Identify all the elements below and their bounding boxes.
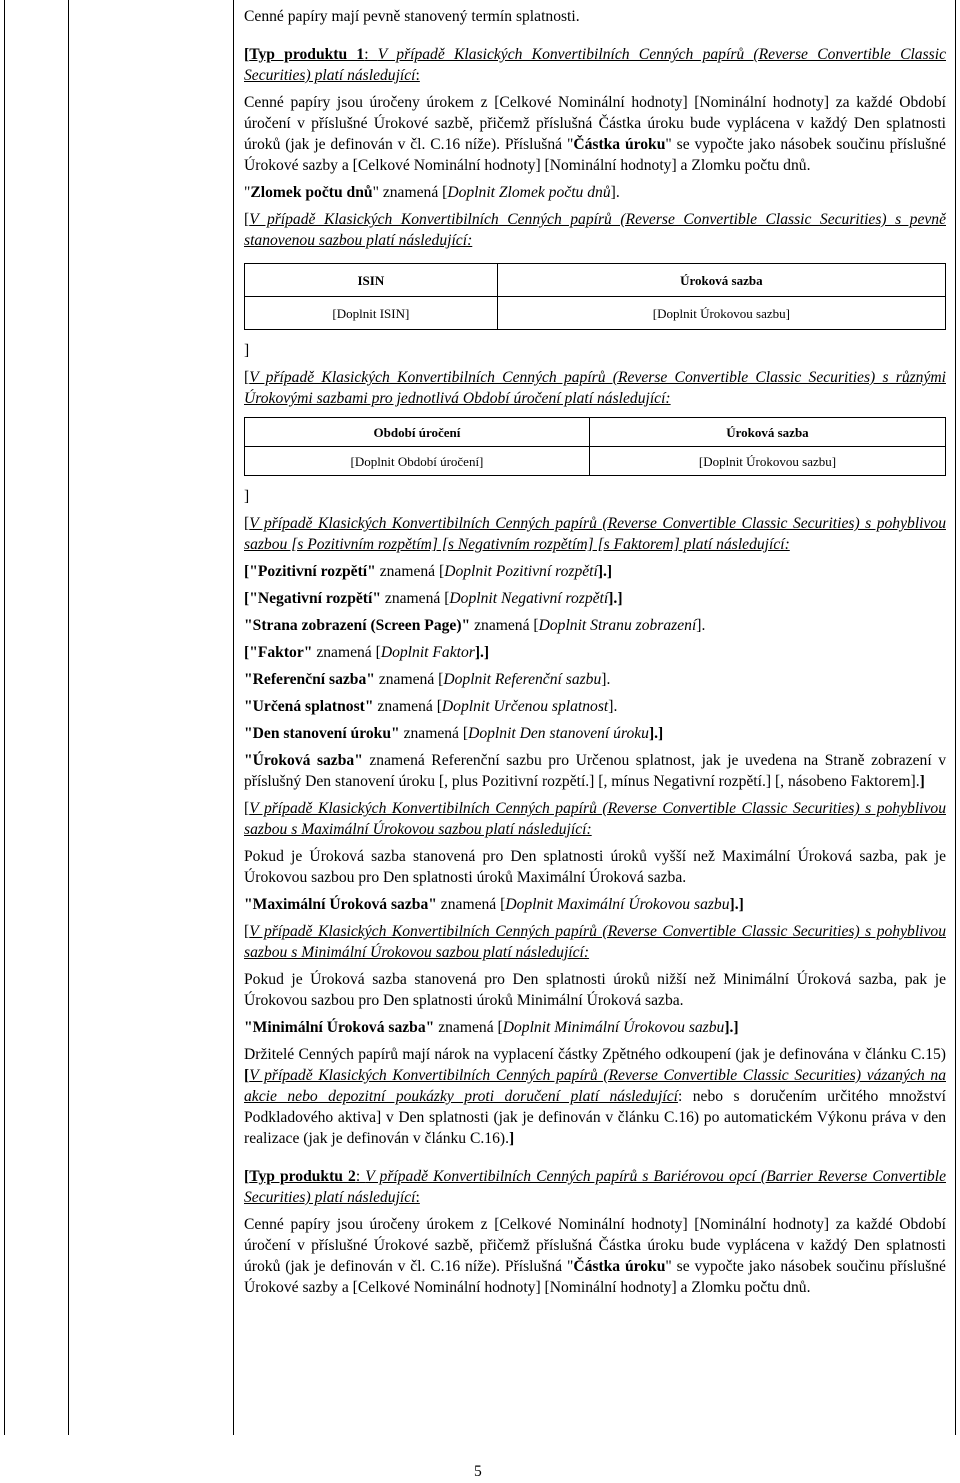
paragraph-minimum-rate bbox=[244, 969, 946, 1011]
text: Cenné papíry jsou úročeny úrokem z [Celkové Nominální hodnoty] [Nominální hodnoty] za každé Období úročení v příslušné Úrokové sazbě, přičemž příslušná Částka úroku bude vyplácena v každý Den splatnosti úroků (jak je definován v čl. C.16 níže). Příslušná " bbox=[244, 1216, 946, 1275]
text: znamená [ bbox=[434, 1019, 503, 1036]
column-divider-line-1 bbox=[68, 0, 69, 1435]
product-type-1-heading bbox=[244, 44, 946, 86]
definition-interest-rate bbox=[244, 750, 946, 792]
definition-designated-maturity bbox=[244, 696, 946, 717]
section-description: V případě Klasických Konvertibilních Cenných papírů (Reverse Convertible Classic Securities) s pohyblivou sazbou s Maximální Úrokovou sazbou platí následující: bbox=[244, 800, 946, 838]
defined-term: "Úroková sazba" bbox=[244, 752, 363, 769]
section-maximum-rate bbox=[244, 798, 946, 840]
section-description: V případě Klasických Konvertibilních Cenných papírů (Reverse Convertible Classic Securities) s pohyblivou sazbou s Minimální Úrokovou sazbou platí následující: bbox=[244, 923, 946, 961]
header-label: ISIN bbox=[357, 272, 385, 288]
table-header-cell bbox=[245, 418, 590, 447]
text: Cenné papíry mají pevně stanovený termín splatnosti. bbox=[244, 8, 580, 25]
bracket: [ bbox=[244, 800, 250, 817]
cell-value: [Doplnit Období úročení] bbox=[350, 453, 484, 469]
placeholder-text: Doplnit Negativní rozpětí bbox=[449, 590, 609, 607]
placeholder-text: Doplnit Minimální Úrokovou sazbu bbox=[502, 1019, 725, 1036]
section-different-rates bbox=[244, 367, 946, 409]
defined-term: ["Pozitivní rozpětí" bbox=[244, 563, 376, 580]
text: " znamená [ bbox=[372, 184, 448, 201]
section-fixed-rate bbox=[244, 209, 946, 251]
paragraph-maximum-rate bbox=[244, 846, 946, 888]
bracket: [ bbox=[244, 369, 250, 386]
text: Držitelé Cenných papírů mají nárok na vyplacení částky Zpětného odkoupení (jak je definována v článku C.15) bbox=[244, 1046, 946, 1063]
bracket: ] bbox=[244, 488, 250, 505]
text: znamená [ bbox=[436, 896, 506, 913]
placeholder-text: Doplnit Den stanovení úroku bbox=[468, 725, 649, 742]
text: ].] bbox=[597, 563, 613, 580]
section-minimum-rate bbox=[244, 921, 946, 963]
text: ].] bbox=[474, 644, 490, 661]
bracket: ] bbox=[508, 1130, 515, 1147]
bracket: ] bbox=[244, 342, 250, 359]
bracket: [ bbox=[244, 515, 250, 532]
text: ] bbox=[919, 773, 925, 790]
placeholder-text: Doplnit Zlomek počtu dnů bbox=[447, 184, 611, 201]
text: : bbox=[415, 1189, 420, 1206]
definition-determination-date bbox=[244, 723, 946, 744]
text: znamená [ bbox=[374, 671, 444, 688]
closing-bracket bbox=[244, 340, 946, 361]
cell-value: [Doplnit Úrokovou sazbu] bbox=[698, 453, 837, 469]
definition-positive-spread bbox=[244, 561, 946, 582]
bracket: [ bbox=[244, 1168, 250, 1185]
text: znamená [ bbox=[399, 725, 469, 742]
defined-term: Zlomek počtu dnů bbox=[250, 184, 373, 201]
text: znamená [ bbox=[381, 590, 450, 607]
interest-periods-table bbox=[244, 417, 946, 476]
defined-term: "Určená splatnost" bbox=[244, 698, 374, 715]
bracket: [ bbox=[244, 211, 250, 228]
section-description: V případě Klasických Konvertibilních Cenných papírů (Reverse Convertible Classic Securities) s pohyblivou sazbou [s Pozitivním rozpětím] [s Negativním rozpětím] [s Faktorem] platí následující: bbox=[244, 515, 946, 553]
section-floating-rate bbox=[244, 513, 946, 555]
product-type-description: V případě Konvertibilních Cenných papírů s Bariérovou opcí (Barrier Reverse Convertible Securities) platí následující bbox=[244, 1168, 946, 1206]
left-border-line bbox=[4, 0, 5, 1435]
text: ].] bbox=[648, 725, 664, 742]
definition-screen-page bbox=[244, 615, 946, 636]
paragraph-maturity bbox=[244, 6, 946, 27]
product-type-description: V případě Klasických Konvertibilních Cenných papírů (Reverse Convertible Classic Securities) platí následující bbox=[244, 46, 946, 84]
header-label: Úroková sazba bbox=[680, 272, 763, 288]
text: ].] bbox=[729, 896, 744, 913]
text: " bbox=[244, 184, 251, 201]
placeholder-text: Doplnit Stranu zobrazení bbox=[538, 617, 697, 634]
table-cell bbox=[245, 447, 590, 476]
product-type-label: Typ produktu 1 bbox=[249, 46, 365, 63]
table-cell bbox=[497, 297, 945, 330]
defined-term: "Minimální Úroková sazba" bbox=[244, 1019, 435, 1036]
table-header-cell bbox=[245, 264, 498, 297]
text: znamená [ bbox=[470, 617, 539, 634]
text: ]. bbox=[610, 184, 620, 201]
text: Pokud je Úroková sazba stanovená pro Den splatnosti úroků nižší než Minimální Úroková sazba, pak je Úrokovou sazbou pro Den splatnosti úroků Minimální Úroková sazba. bbox=[244, 971, 946, 1009]
page-number: 5 bbox=[474, 1463, 482, 1480]
text: ].] bbox=[724, 1019, 739, 1036]
text: " se vypočte jako násobek součinu příslušné Úrokové sazby a [Celkové Nominální hodnoty] [Nominální hodnoty] a Zlomku počtu dnů. bbox=[244, 1258, 946, 1296]
text: : bbox=[364, 46, 378, 63]
text: ]. bbox=[696, 617, 706, 634]
paragraph-interest bbox=[244, 92, 946, 176]
text: ]. bbox=[601, 671, 611, 688]
defined-term: ["Faktor" bbox=[244, 644, 313, 661]
table-cell bbox=[589, 447, 945, 476]
definition-negative-spread bbox=[244, 588, 946, 609]
bracket: [ bbox=[244, 1067, 250, 1084]
placeholder-text: Doplnit Pozitivní rozpětí bbox=[444, 563, 598, 580]
definition-factor bbox=[244, 642, 946, 663]
text: : bbox=[415, 67, 420, 84]
section-description: V případě Klasických Konvertibilních Cenných papírů (Reverse Convertible Classic Securities) vázaných na akcie nebo depozitní poukázky proti doručení platí následující bbox=[244, 1067, 946, 1105]
document-body bbox=[244, 6, 946, 1304]
text: znamená Referenční sazbu pro Určenou splatnost, jak je uvedena na Straně zobrazení v příslušný Den stanovení úroku [, plus Pozitivní rozpětí.] [, mínus Negativní rozpětí.] [, násobeno Faktorem]. bbox=[244, 752, 946, 790]
defined-term: "Strana zobrazení (Screen Page)" bbox=[244, 617, 471, 634]
cell-value: [Doplnit ISIN] bbox=[332, 305, 410, 321]
defined-term: "Referenční sazba" bbox=[244, 671, 375, 688]
text: " se vypočte jako násobek součinu příslušné Úrokové sazby a [Celkové Nominální hodnoty] [Nominální hodnoty] a Zlomku počtu dnů. bbox=[244, 136, 946, 174]
bracket: [ bbox=[244, 923, 250, 940]
table-header-cell bbox=[589, 418, 945, 447]
paragraph-holders bbox=[244, 1044, 946, 1149]
product-type-2-heading bbox=[244, 1166, 946, 1208]
placeholder-text: Doplnit Referenční sazbu bbox=[443, 671, 602, 688]
defined-term: "Den stanovení úroku" bbox=[244, 725, 400, 742]
text: znamená [ bbox=[312, 644, 381, 661]
text: Cenné papíry jsou úročeny úrokem z [Celkové Nominální hodnoty] [Nominální hodnoty] za každé Období úročení v příslušné Úrokové sazbě, přičemž příslušná Částka úroku bude vyplácena v každý Den splatnosti úroků (jak je definován v čl. C.16 níže). Příslušná " bbox=[244, 94, 946, 153]
header-label: Období úročení bbox=[373, 424, 461, 440]
table-header-cell bbox=[497, 264, 945, 297]
text: : nebo s doručením určitého množství Podkladového aktiva] v Den splatnosti (jak je definován v článku C.16) po automatickém Výkonu práva v den realizace (jak je definován v článku C.16). bbox=[244, 1088, 947, 1147]
paragraph-interest-type-2 bbox=[244, 1214, 946, 1298]
header-label: Úroková sazba bbox=[726, 424, 809, 440]
placeholder-text: Doplnit Maximální Úrokovou sazbu bbox=[505, 896, 730, 913]
defined-term: ["Negativní rozpětí" bbox=[244, 590, 381, 607]
defined-term: Částka úroku bbox=[573, 136, 666, 153]
defined-term: Částka úroku bbox=[573, 1258, 666, 1275]
text: znamená [ bbox=[375, 563, 445, 580]
fixed-rate-table bbox=[244, 263, 946, 330]
definition-day-count bbox=[244, 182, 946, 203]
section-description: V případě Klasických Konvertibilních Cenných papírů (Reverse Convertible Classic Securities) s pevně stanovenou sazbou platí následující: bbox=[244, 211, 946, 249]
text: : bbox=[355, 1168, 366, 1185]
section-description: V případě Klasických Konvertibilních Cenných papírů (Reverse Convertible Classic Securities) s různými Úrokovými sazbami pro jednotlivá Období úročení platí následující: bbox=[244, 369, 946, 407]
placeholder-text: Doplnit Určenou splatnost bbox=[441, 698, 609, 715]
text: znamená [ bbox=[373, 698, 442, 715]
text: Pokud je Úroková sazba stanovená pro Den splatnosti úroků vyšší než Maximální Úroková sazba, pak je Úrokovou sazbou pro Den splatnosti úroků Maximální Úroková sazba. bbox=[244, 848, 946, 886]
definition-reference-rate bbox=[244, 669, 946, 690]
product-type-label: Typ produktu 2 bbox=[249, 1168, 356, 1185]
column-divider-line-2 bbox=[233, 0, 234, 1435]
definition-minimum-rate bbox=[244, 1017, 946, 1038]
table-cell bbox=[245, 297, 498, 330]
placeholder-text: Doplnit Faktor bbox=[380, 644, 475, 661]
defined-term: "Maximální Úroková sazba" bbox=[244, 896, 437, 913]
text: ]. bbox=[608, 698, 618, 715]
definition-maximum-rate bbox=[244, 894, 946, 915]
bracket: [ bbox=[244, 46, 250, 63]
text: ].] bbox=[608, 590, 623, 607]
right-border-line bbox=[955, 0, 956, 1435]
cell-value: [Doplnit Úrokovou sazbu] bbox=[652, 305, 790, 321]
closing-bracket bbox=[244, 486, 946, 507]
